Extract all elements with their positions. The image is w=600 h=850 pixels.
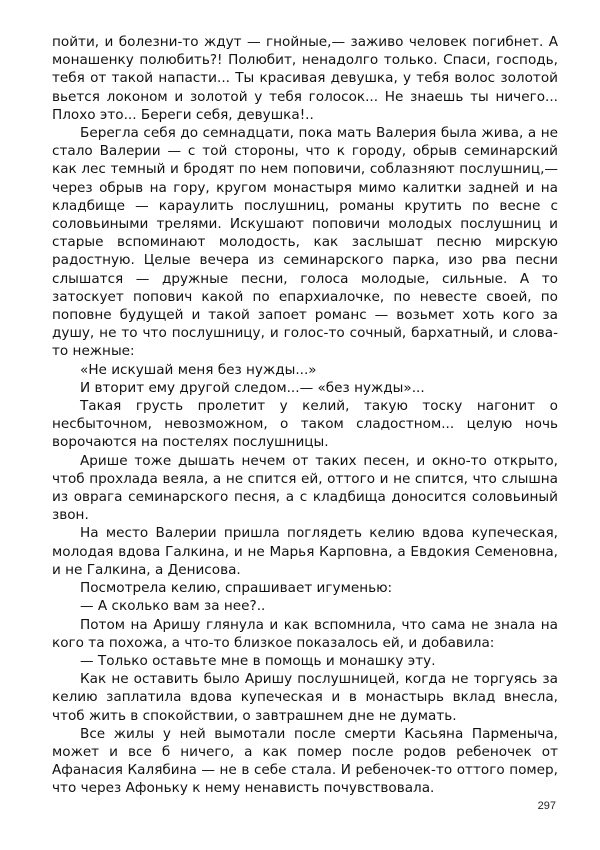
page-number: 297 <box>537 800 556 812</box>
paragraph: На место Валерии пришла поглядеть келию вдова купеческая, молодая вдова Галкина, и не Марья Карповна, а Евдокия Семеновна, и не Галкина, а Денисова. <box>52 525 558 578</box>
paragraph: Потом на Аришу глянула и как вспомнила, что сама не знала на кого та похожа, а что-то близкое показалось ей, и добавила: <box>52 616 558 651</box>
paragraph: — Только оставьте мне в помощь и монашку эту. <box>80 652 436 669</box>
paragraph: Арише тоже дышать нечем от таких песен, и окно-то открыто, чтоб прохлада веяла, а не спится ей, оттого и не спится, что слышна из оврага семинарского песня, а с кладбища доносится соловьиный звон. <box>52 452 558 524</box>
paragraph: — А сколько вам за нее?.. <box>80 598 266 615</box>
paragraph: «Не искушай меня без нужды...» <box>80 361 317 378</box>
paragraph: Посмотрела келию, спрашивает игуменью: <box>80 580 393 597</box>
paragraph: Как не оставить было Аришу послушницей, когда не торгуясь за келию заплатила вдова купеческая и в монастырь вклад внесла, чтоб жить в спокойствии, о завтрашнем дне не думать. <box>52 671 558 724</box>
paragraph: Берегла себя до семнадцати, пока мать Валерия была жива, а не стало Валерии — с той стороны, что к городу, обрыв семинарский как лес темный и бродят по нем поповичи, соблазняют послушниц,— через обрыв на гору, кругом монастыря мимо калитки задней и на кладбище — караулить послушниц, романы крутить по весне с соловьиными трелями. Искушают поповичи молодых послушниц и старые вспоминают молодость, как заслышат песню мирскую радостную. Целые вечера из семинарского парка, изо рва песни слышатся — дружные песни, голоса молодые, сильные. А то затоскует попович какой по епархиалочке, по невесте своей, по поповне будущей и такой запоет романс — возьмет хоть кого за душу, не то что послушницу, и голос-то сочный, бархатный, и слова-то нежные: <box>52 125 558 360</box>
paragraph: Все жилы у ней вымотали после смерти Касьяна Парменыча, может и все б ничего, а как помер после родов ребеночек от Афанасия Калябина — не в себе стала. И ребеночек-то оттого помер, что через Афоньку к нему ненависть почувствовала. <box>52 725 558 797</box>
paragraph: И вторит ему другой следом...— «без нужды»... <box>80 379 425 396</box>
paragraph: Такая грусть пролетит у келий, такую тоску нагонит о несбыточном, невозможном, о таком сладостном... целую ночь ворочаются на постелях послушницы. <box>52 398 558 451</box>
page-text <box>52 33 558 798</box>
paragraph: пойти, и болезни-то ждут — гнойные,— заживо человек погибнет. А монашенку полюбить?! Полюбит, ненадолго только. Спаси, господь, тебя от такой напасти... Ты красивая девушка, у тебя волос золотой вьется локоном и золотой у тебя голосок... Не знаешь ты ничего... Плохо это... Береги себя, девушка!.. <box>52 34 558 123</box>
